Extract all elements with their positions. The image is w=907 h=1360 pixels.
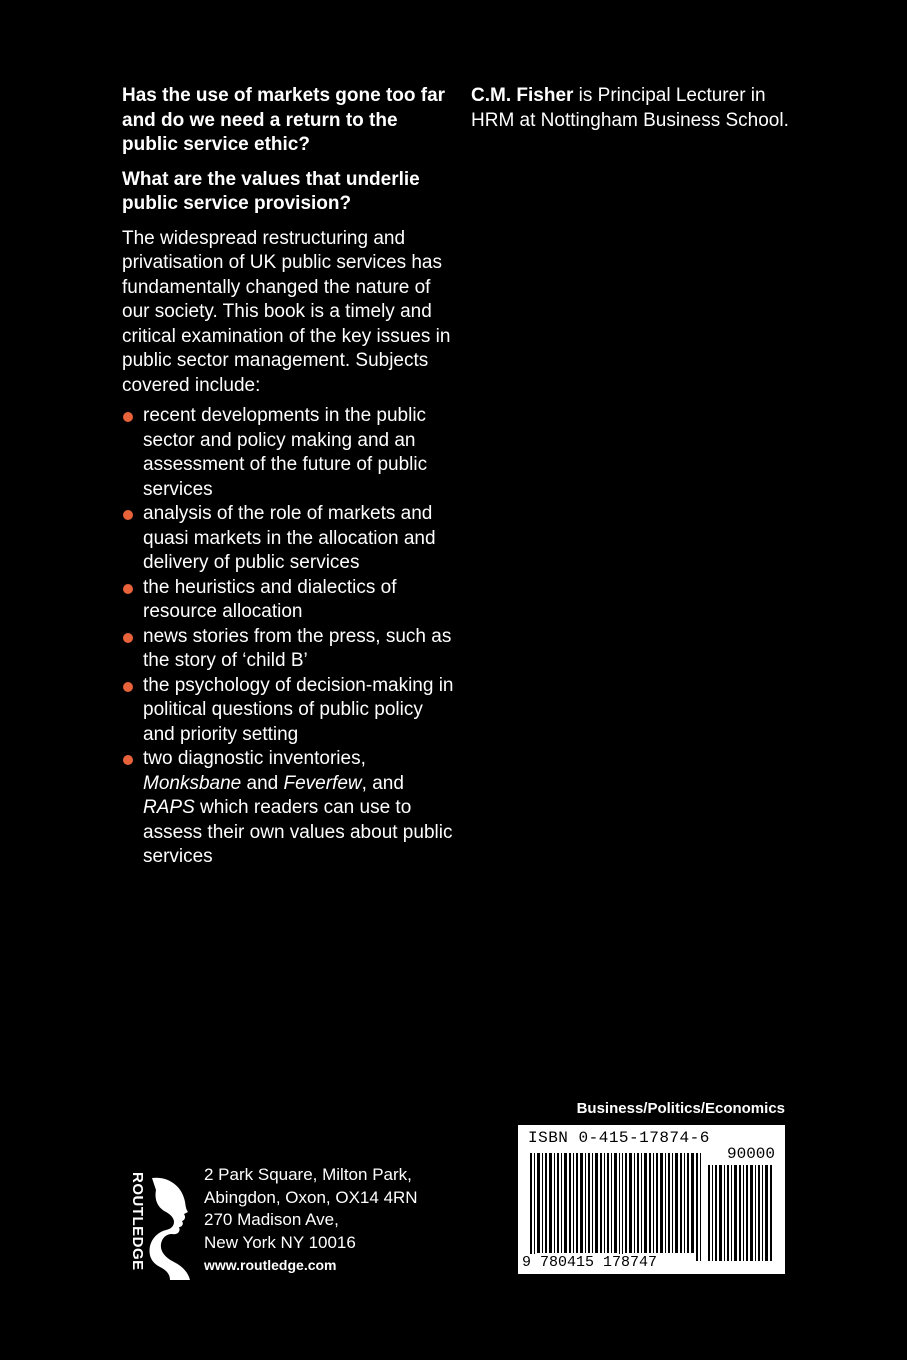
subject-item: two diagnostic inventories, Monksbane and Feverfew, and RAPS which readers can use to assess their own values about public services xyxy=(122,747,457,870)
routledge-logo xyxy=(118,1172,198,1282)
subject-item: news stories from the press, such as the story of ‘child B’ xyxy=(122,625,457,674)
bullet-dot-icon xyxy=(123,412,133,422)
bullet-dot-icon xyxy=(123,682,133,692)
blurb-heading-2: What are the values that underlie public service provision? xyxy=(122,168,420,214)
profile-faces-icon xyxy=(144,1174,199,1284)
publisher-address xyxy=(204,1164,418,1277)
ean-number-text: 9 780415 178747 xyxy=(522,1254,658,1271)
bullet-dot-icon xyxy=(123,510,133,520)
subject-item: analysis of the role of markets and quasi markets in the allocation and delivery of public services xyxy=(122,502,457,576)
author-name: C.M. Fisher xyxy=(471,85,574,106)
address-line: Abingdon, Oxon, OX14 4RN xyxy=(204,1187,418,1207)
address-line: 2 Park Square, Milton Park, xyxy=(204,1165,412,1184)
subject-list xyxy=(122,404,457,870)
subject-item: the psychology of decision-making in political questions of public policy and priority setting xyxy=(122,674,457,748)
barcode-bars-icon xyxy=(518,1125,785,1274)
category-label: Business/Politics/Economics xyxy=(576,1100,785,1117)
bullet-dot-icon xyxy=(123,633,133,643)
subject-item: recent developments in the public sector and policy making and an assessment of the future of public services xyxy=(122,404,457,502)
author-bio xyxy=(471,84,811,133)
blurb-column xyxy=(122,84,457,870)
address-line: New York NY 10016 xyxy=(204,1232,356,1252)
price-addon-text: 90000 xyxy=(726,1145,775,1163)
isbn-text: ISBN 0-415-17874-6 xyxy=(528,1129,710,1147)
isbn-barcode xyxy=(518,1125,785,1274)
address-line: 270 Madison Ave, xyxy=(204,1210,339,1229)
author-bio-text: is Principal Lecturer in HRM at Nottingham Business School. xyxy=(471,85,789,131)
publisher-website-link[interactable]: www.routledge.com xyxy=(204,1257,337,1273)
blurb-heading-1: Has the use of markets gone too far and do we need a return to the public service ethic? xyxy=(122,85,446,155)
bullet-dot-icon xyxy=(123,584,133,594)
bullet-dot-icon xyxy=(123,755,133,765)
logo-wordmark: ROUTLEDGE xyxy=(129,1172,146,1271)
subject-item: the heuristics and dialectics of resource allocation xyxy=(122,576,457,625)
blurb-intro: The widespread restructuring and privatisation of UK public services has fundamentally changed the nature of our society. This book is a timely and critical examination of the key issues in public sector management. Subjects covered include: xyxy=(122,227,451,396)
